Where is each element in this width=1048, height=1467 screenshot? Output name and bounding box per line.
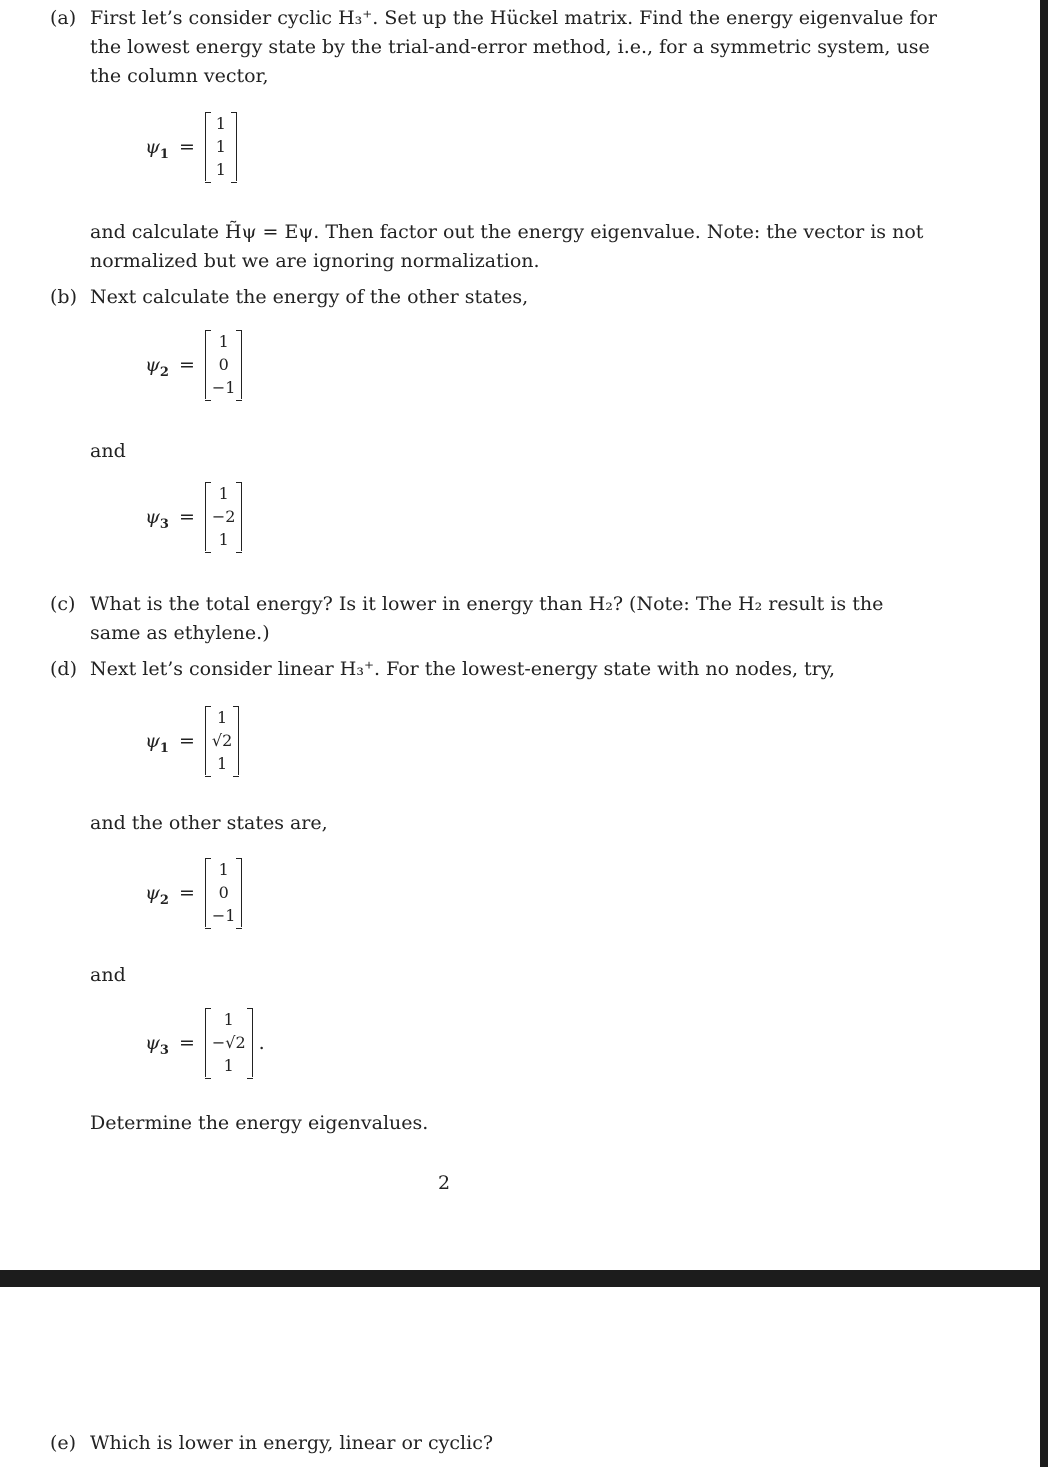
part-a-label: (a) xyxy=(50,7,77,29)
part-b-label: (b) xyxy=(50,286,77,308)
part-d-line1: Next let’s consider linear H₃⁺. For the lowest-energy state with no nodes, try, xyxy=(90,658,836,680)
matrix-entry: −1 xyxy=(211,378,236,397)
part-d-label: (d) xyxy=(50,658,77,680)
part-a-after2: normalized but we are ignoring normalization. xyxy=(90,250,540,272)
part-c-label: (c) xyxy=(50,593,76,615)
psi2-linear-vector: $\psi_2$ = 1 0 −1 xyxy=(145,858,242,927)
page-number: 2 xyxy=(438,1172,451,1194)
part-a-line3: the column vector, xyxy=(90,65,269,87)
part-a-line1: First let’s consider cyclic H₃⁺. Set up the Hückel matrix. Find the energy eigenvalue for xyxy=(90,7,937,29)
matrix-entry: 1 xyxy=(218,530,229,549)
part-c-line1: What is the total energy? Is it lower in energy than H₂? (Note: The H₂ result is the xyxy=(90,593,884,615)
part-d-and: and xyxy=(90,964,126,986)
column-matrix xyxy=(205,858,243,927)
column-matrix xyxy=(205,330,243,399)
column-matrix xyxy=(205,112,237,181)
part-e-line1: Which is lower in energy, linear or cyclic? xyxy=(90,1432,494,1454)
part-d-final: Determine the energy eigenvalues. xyxy=(90,1112,429,1134)
psi1-cyclic-vector: $\psi_1$ = 1 1 1 xyxy=(145,112,237,181)
matrix-entry: 1 xyxy=(216,754,228,773)
matrix-entry: 1 xyxy=(215,137,226,156)
psi3-linear-vector: $\psi_3$ = 1 −√2 1 . xyxy=(145,1010,265,1075)
psi1-linear-vector: $\psi_1$ = 1 √2 1 xyxy=(145,706,239,775)
matrix-entry: 1 xyxy=(216,708,228,727)
page-break-bar xyxy=(0,1270,1048,1287)
matrix-entry: 1 xyxy=(218,860,229,879)
matrix-entry: −2 xyxy=(211,507,236,526)
matrix-entry: 0 xyxy=(218,883,229,902)
matrix-entry: 1 xyxy=(218,332,229,351)
psi-symbol: $\psi_1$ xyxy=(145,135,169,162)
psi3-cyclic-vector: $\psi_3$ = 1 −2 1 xyxy=(145,482,242,551)
matrix-entry: 0 xyxy=(218,355,229,374)
page-edge xyxy=(1040,0,1048,1467)
psi2-cyclic-vector: $\psi_2$ = 1 0 −1 xyxy=(145,330,242,399)
part-d-others: and the other states are, xyxy=(90,812,328,834)
part-e-label: (e) xyxy=(50,1432,77,1454)
part-c-line2: same as ethylene.) xyxy=(90,622,270,644)
matrix-entry: 1 xyxy=(218,484,229,503)
part-a-after1: and calculate H̃ψ = Eψ. Then factor out the energy eigenvalue. Note: the vector is not xyxy=(90,221,924,243)
matrix-entry: 1 xyxy=(215,160,226,179)
matrix-entry: 1 xyxy=(223,1010,234,1029)
part-b-and: and xyxy=(90,440,126,462)
part-a-line2: the lowest energy state by the trial-and-error method, i.e., for a symmetric system, use xyxy=(90,36,930,58)
column-matrix xyxy=(205,706,239,775)
matrix-entry: 1 xyxy=(215,114,226,133)
matrix-entry: −1 xyxy=(211,906,236,925)
part-b-line1: Next calculate the energy of the other states, xyxy=(90,286,529,308)
column-matrix xyxy=(205,1008,253,1077)
column-matrix xyxy=(205,482,243,551)
matrix-entry: 1 xyxy=(223,1056,234,1075)
matrix-entry: √2 xyxy=(211,731,233,750)
matrix-entry: −√2 xyxy=(211,1033,246,1052)
